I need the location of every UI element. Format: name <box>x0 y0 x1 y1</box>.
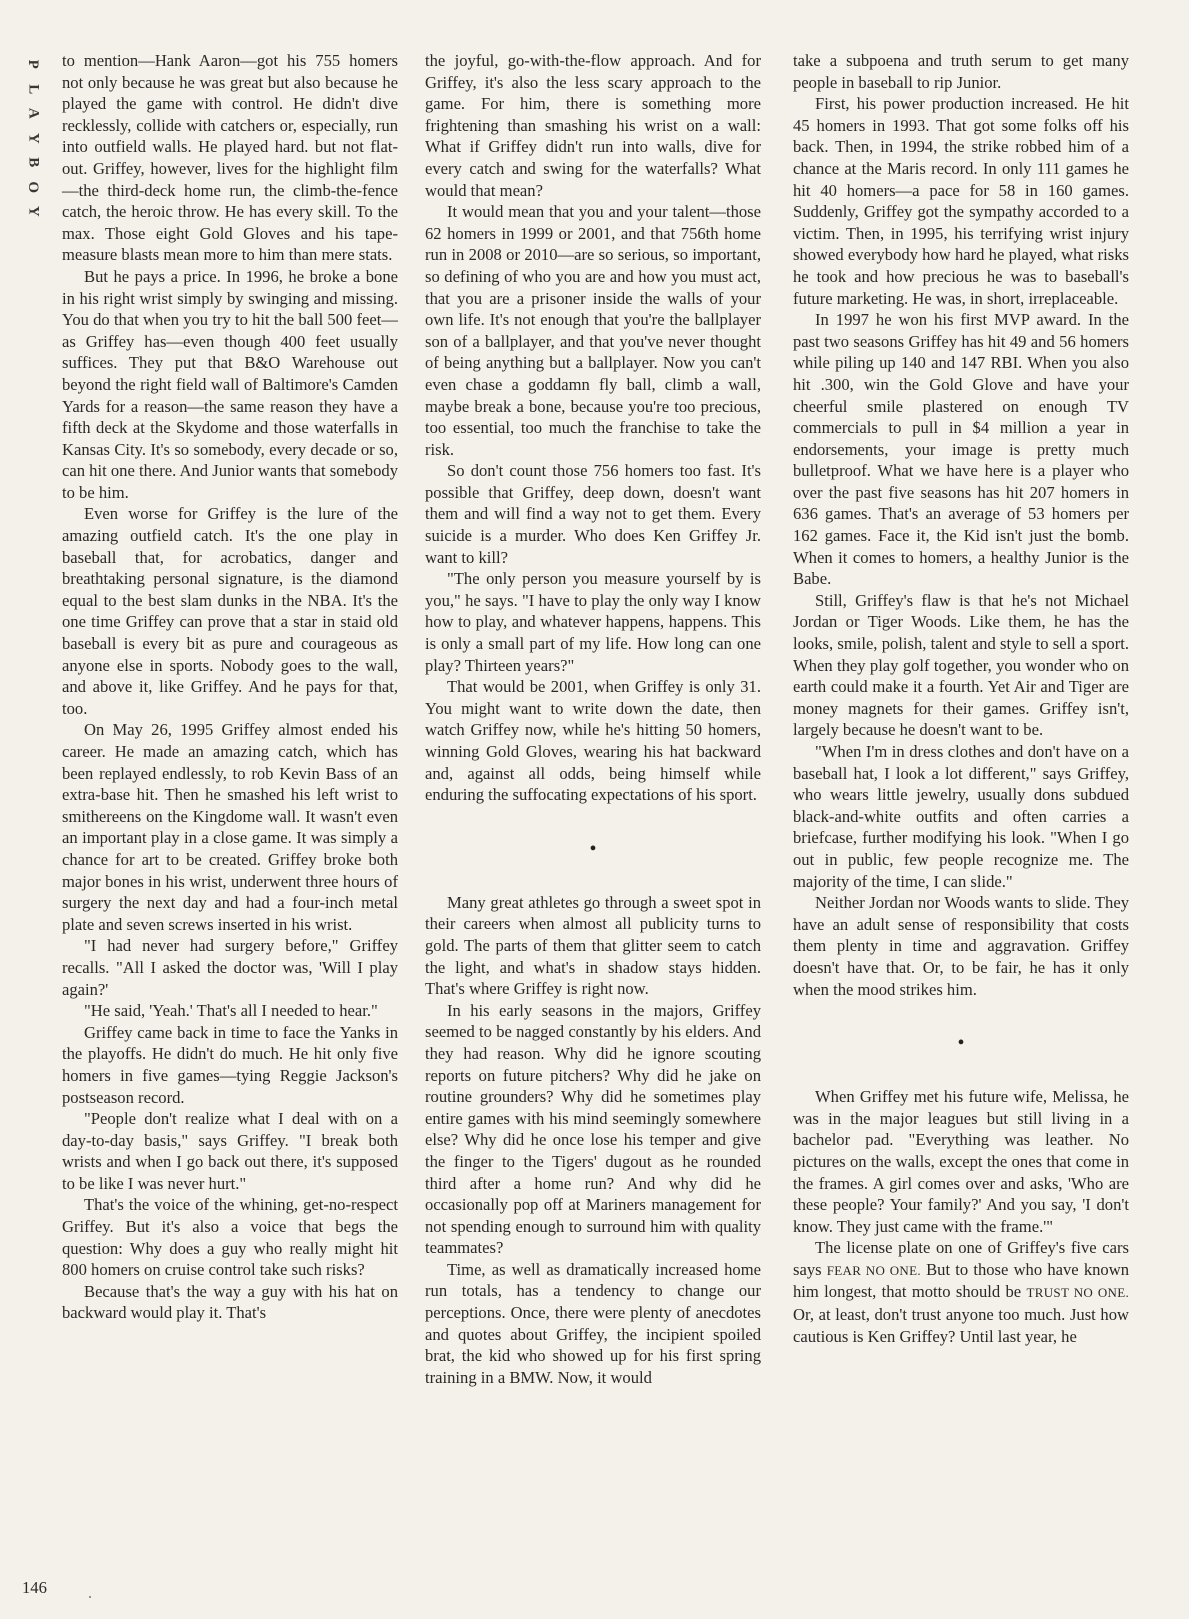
paragraph: "When I'm in dress clothes and don't have on a baseball hat, I look a lot different," says Griffey, who wears little jewelry, usually dons subdued black-and-white outfits and often carries a briefcase, further modifying his look. "When I go out in public, few people recognize me. The majority of the time, I can slide." <box>793 742 1129 891</box>
column-2 <box>425 50 761 1388</box>
paragraph: That's the voice of the whining, get-no-respect Griffey. But it's also a voice that begs the question: Why does a guy who really might hit 800 homers on cruise control take such risks? <box>62 1195 398 1280</box>
paragraph: Neither Jordan nor Woods wants to slide. They have an adult sense of responsibility that costs them plenty in time and aggravation. Griffey doesn't have that. Or, to be fair, he has it only when the mood strikes him. <box>793 893 1129 999</box>
paragraph: On May 26, 1995 Griffey almost ended his career. He made an amazing catch, which has been replayed endlessly, to rob Kevin Bass of an extra-base hit. Then he smashed his left wrist to smithereens on the Kingdome wall. It wasn't even an important play in a close game. It was simply a chance for art to be created. Griffey broke both major bones in his wrist, underwent three hours of surgery the next day and had a four-inch metal plate and seven screws inserted in his wrist. <box>62 720 398 934</box>
section-separator: • <box>589 837 597 860</box>
paragraph: So don't count those 756 homers too fast. It's possible that Griffey, deep down, doesn't want them and will find a way not to get them. Every suicide is a murder. Who does Ken Griffey Jr. want to kill? <box>425 461 761 567</box>
paragraph: Even worse for Griffey is the lure of the amazing outfield catch. It's the one play in baseball that, for acrobatics, danger and breathtaking personal signature, is the diamond equal to the best slam dunks in the NBA. It's the one time Griffey can prove that a star in staid old baseball is every bit as pure and courageous as anyone else in sports. Nobody goes to the wall, and above it, like Griffey. And he pays for that, too. <box>62 504 398 718</box>
paragraph: "The only person you measure yourself by is you," he says. "I have to play the only way I know how to play, and whatever happens, happens. This is only a small part of my life. How long can one play? Thirteen years?" <box>425 569 761 675</box>
paragraph: In 1997 he won his first MVP award. In the past two seasons Griffey has hit 49 and 56 homers while piling up 140 and 147 RBI. When you also hit .300, win the Gold Glove and have your cheerful smile plastered on enough TV commercials to pull in $4 million a year in endorsements, your image is pretty much bulletproof. What we have here is a player who over the past five seasons has hit 207 homers in 636 games. That's an average of 53 homers per 162 games. Face it, the Kid isn't just the bomb. When it comes to homers, a healthy Junior is the Babe. <box>793 310 1129 589</box>
masthead-letter: Y <box>25 132 42 144</box>
text-run: But to those who have known him longest, that motto should be <box>793 1259 1130 1302</box>
paragraph: It would mean that you and your talent—those 62 homers in 1999 or 2001, and that 756th home run in 2008 or 2010—are so serious, so important, so defining of who you are and how you must act, that you are a prisoner inside the walls of your own life. It's not enough that you're the ballplayer son of a ballplayer, and that you've never thought of being anything but a ballplayer. Now you can't even chase a goddamn fly ball, climb a wall, maybe break a bone, because you're too precious, too essential, too much the franchise to take the risk. <box>425 202 761 459</box>
paragraph: "I had never had surgery before," Griffey recalls. "All I asked the doctor was, 'Will I play again?' <box>62 936 398 999</box>
section-separator: • <box>957 1032 965 1055</box>
paragraph: Because that's the way a guy with his hat on backward would play it. That's <box>62 1281 398 1323</box>
paragraph: the joyful, go-with-the-flow approach. And for Griffey, it's also the less scary approach to the game. For him, there is something more frightening than smashing his wrist on a wall: What if Griffey didn't run into walls, dive for every catch and swing for the waterfalls? What would that mean? <box>425 51 761 200</box>
text-run: The license plate on one of Griffey's five cars says <box>793 1238 1129 1279</box>
masthead-letter: A <box>25 107 42 119</box>
masthead-letter: P <box>25 59 42 69</box>
playboy-masthead <box>20 52 46 224</box>
paragraph: "People don't realize what I deal with on a day-to-day basis," says Griffey. "I break both wrists and when I go back out there, it's supposed to be like I was never hurt." <box>62 1109 398 1193</box>
paragraph: But he pays a price. In 1996, he broke a bone in his right wrist simply by swinging and missing. You do that when you try to hit the ball 500 feet—as Griffey has—even though 400 feet usually suffices. They put that B&O Warehouse out beyond the right field wall of Baltimore's Camden Yards for a reason—the same reason they have a fifth deck at the Skydome and those waterfalls in Kansas City. It's so somebody, every decade or so, can hit one there. And Junior wants that somebody to be him. <box>62 266 398 502</box>
paragraph: Still, Griffey's flaw is that he's not Michael Jordan or Tiger Woods. Like them, he has the looks, smile, polish, talent and style to sell a sport. When they play golf together, you wonder who on earth could make it a fourth. Yet Air and Tiger are money magnets for their games. Griffey isn't, largely because he doesn't want to be. <box>793 590 1129 740</box>
paragraph: Many great athletes go through a sweet spot in their careers when almost all publicity turns to gold. The parts of them that glitter seem to catch the light, and what's in shadow stays hidden. That's where Griffey is right now. <box>425 892 761 999</box>
text-run: Or, at least, don't trust anyone too much. Just how cautious is Ken Griffey? Until last year, he <box>793 1305 1129 1346</box>
license-plate-text: FEAR NO ONE. <box>826 1262 921 1278</box>
masthead-letter: O <box>25 180 42 193</box>
masthead-letter: B <box>25 157 42 168</box>
paragraph: "He said, 'Yeah.' That's all I needed to hear." <box>84 1001 378 1021</box>
paragraph: take a subpoena and truth serum to get many people in baseball to rip Junior. <box>793 51 1129 92</box>
paragraph: That would be 2001, when Griffey is only 31. You might want to write down the date, then watch Griffey now, while he's hitting 50 homers, winning Gold Gloves, wearing his hat backward and, against all odds, being himself while enduring the suffocating expectations of his sport. <box>425 677 761 805</box>
paragraph: Griffey came back in time to face the Yanks in the playoffs. He didn't do much. He hit only five homers in five games—tying Reggie Jackson's postseason record. <box>62 1022 398 1107</box>
paragraph: When Griffey met his future wife, Melissa, he was in the major leagues but still living in a bachelor pad. "Everything was leather. No pictures on the walls, except the ones that come in the frames. A girl comes over and asks, 'Who are these people? Your family?' And you say, 'I don't know. They just came with the frame.'" <box>793 1087 1129 1236</box>
paragraph: to mention—Hank Aaron—got his 755 homers not only because he was great but also because he played the game with control. He didn't dive recklessly, collide with catchers or, especially, run into outfield walls. He played hard. but not flat-out. Griffey, however, lives for the highlight film—the third-deck home run, the climb-the-fence catch, the heroic throw. He has every skill. To the max. Those eight Gold Gloves and his tape-measure blasts mean more to him than mere stats. <box>62 51 398 265</box>
paragraph: Time, as well as dramatically increased home run totals, has a tendency to change our perceptions. Once, there were plenty of anecdotes and quotes about Griffey, the incipient spoiled brat, the kid who showed up for his first spring training in a BMW. Now, it would <box>425 1259 761 1387</box>
print-speck <box>89 1596 91 1598</box>
page-number: 146 <box>22 1578 47 1597</box>
paragraph <box>793 1237 1129 1347</box>
masthead-letter: Y <box>25 205 42 217</box>
column-1 <box>62 50 398 1324</box>
paragraph: In his early seasons in the majors, Griffey seemed to be nagged constantly by his elders. And they had reason. Why did he ignore scouting reports on future pitchers? Why did he jake on routine grounders? Why did he sometimes play entire games with his mind seemingly somewhere else? Why did he once lose his temper and give the finger to the Tigers' dugout as he rounded third after a home run? And why did he occasionally pop off at Mariners management for not spending enough to surround him with quality teammates? <box>425 1000 761 1258</box>
column-3 <box>793 50 1129 1347</box>
masthead-letter: L <box>25 83 42 94</box>
motto-text: TRUST NO ONE. <box>1026 1285 1129 1301</box>
paragraph: First, his power production increased. He hit 45 homers in 1993. That got some folks off his back. Then, in 1994, the strike robbed him of a chance at the Maris record. In only 111 games he hit 40 homers—a pace for 58 in 160 games. Suddenly, Griffey got the sympathy accorded to a victim. Then, in 1995, his terrifying wrist injury showed everybody how hard he played, what risks he took and how precious he was to baseball's future marketing. He was, in short, irreplaceable. <box>793 94 1129 308</box>
